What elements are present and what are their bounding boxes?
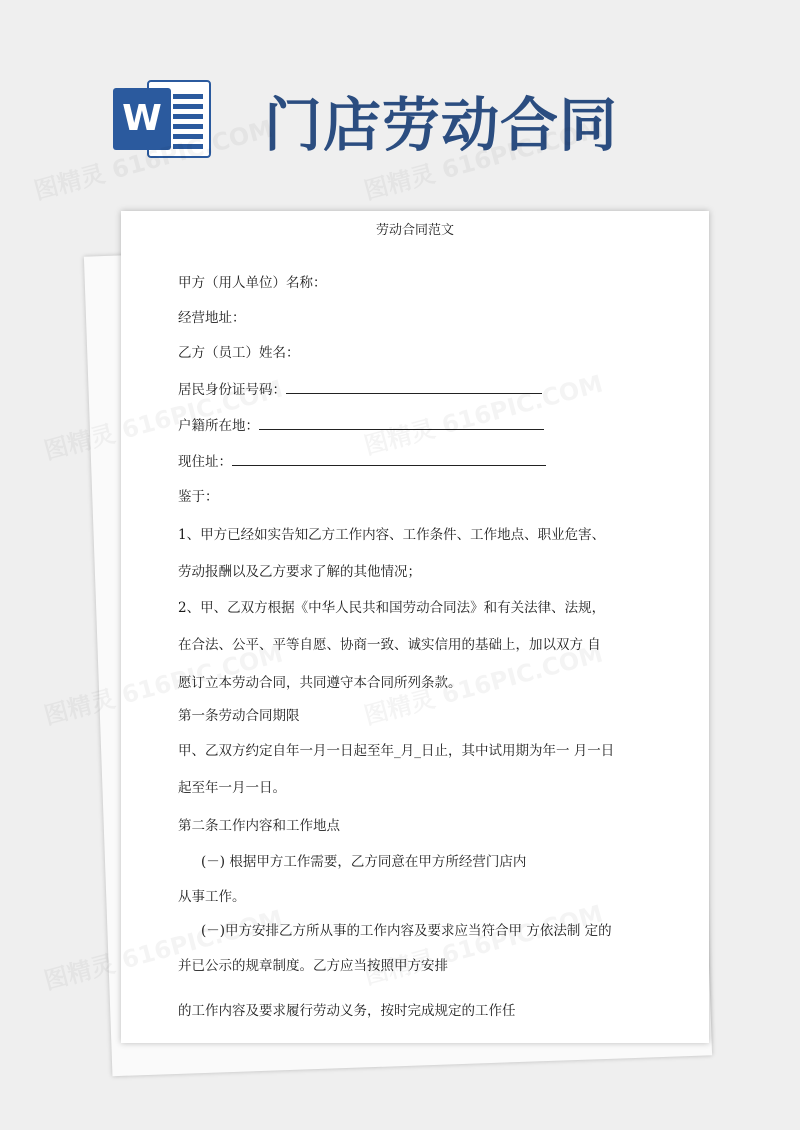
document-line: 乙方（员工）姓名： <box>178 345 300 361</box>
word-letter: W <box>113 88 171 150</box>
document-line: 居民身份证号码： <box>178 379 542 400</box>
document-line: (－)甲方安排乙方所从事的工作内容及要求应当符合甲 方依法制 定的 <box>201 923 612 939</box>
document-line: (－) 根据甲方工作需要，乙方同意在甲方所经营门店内 <box>201 854 527 870</box>
document-line: 的工作内容及要求履行劳动义务，按时完成规定的工作任 <box>178 1003 516 1019</box>
document-line: 现住址： <box>178 451 546 472</box>
document-line: 鉴于： <box>178 489 219 505</box>
document-line: 户籍所在地： <box>178 415 544 436</box>
document-line: 1、甲方已经如实告知乙方工作内容、工作条件、工作地点、职业危害、 <box>178 527 606 543</box>
document-line: 并已公示的规章制度。乙方应当按照甲方安排 <box>178 958 448 974</box>
text-line-icon <box>173 134 203 139</box>
text-line-icon <box>173 104 203 109</box>
document-line: 2、甲、乙双方根据《中华人民共和国劳动合同法》和有关法律、法规， <box>178 600 606 616</box>
fill-in-blank <box>286 379 542 394</box>
document-line: 愿订立本劳动合同，共同遵守本合同所列条款。 <box>178 675 462 691</box>
text-line-icon <box>173 94 203 99</box>
page-title: 门店劳动合同 <box>264 91 619 159</box>
fill-in-blank <box>259 415 544 430</box>
word-document-icon <box>113 80 213 158</box>
document-line: 起至年一月一日。 <box>178 780 286 796</box>
document-line: 第二条工作内容和工作地点 <box>178 818 340 834</box>
text-line-icon <box>173 114 203 119</box>
document-line: 经营地址： <box>178 310 246 326</box>
text-line-icon <box>173 144 203 149</box>
document-page <box>121 211 709 1043</box>
document-line: 第一条劳动合同期限 <box>178 708 300 724</box>
document-line: 从事工作。 <box>178 889 246 905</box>
document-title: 劳动合同范文 <box>375 223 454 238</box>
document-line: 甲、乙双方约定自年一月一日起至年_月_日止，其中试用期为年一 月一日 <box>178 743 615 759</box>
text-line-icon <box>173 124 203 129</box>
header <box>0 0 800 200</box>
document-line: 甲方（用人单位）名称： <box>178 275 327 291</box>
fill-in-blank <box>232 451 546 466</box>
document-line: 在合法、公平、平等自愿、协商一致、诚实信用的基础上，加以双方 自 <box>178 637 601 653</box>
document-line: 劳动报酬以及乙方要求了解的其他情况； <box>178 564 421 580</box>
